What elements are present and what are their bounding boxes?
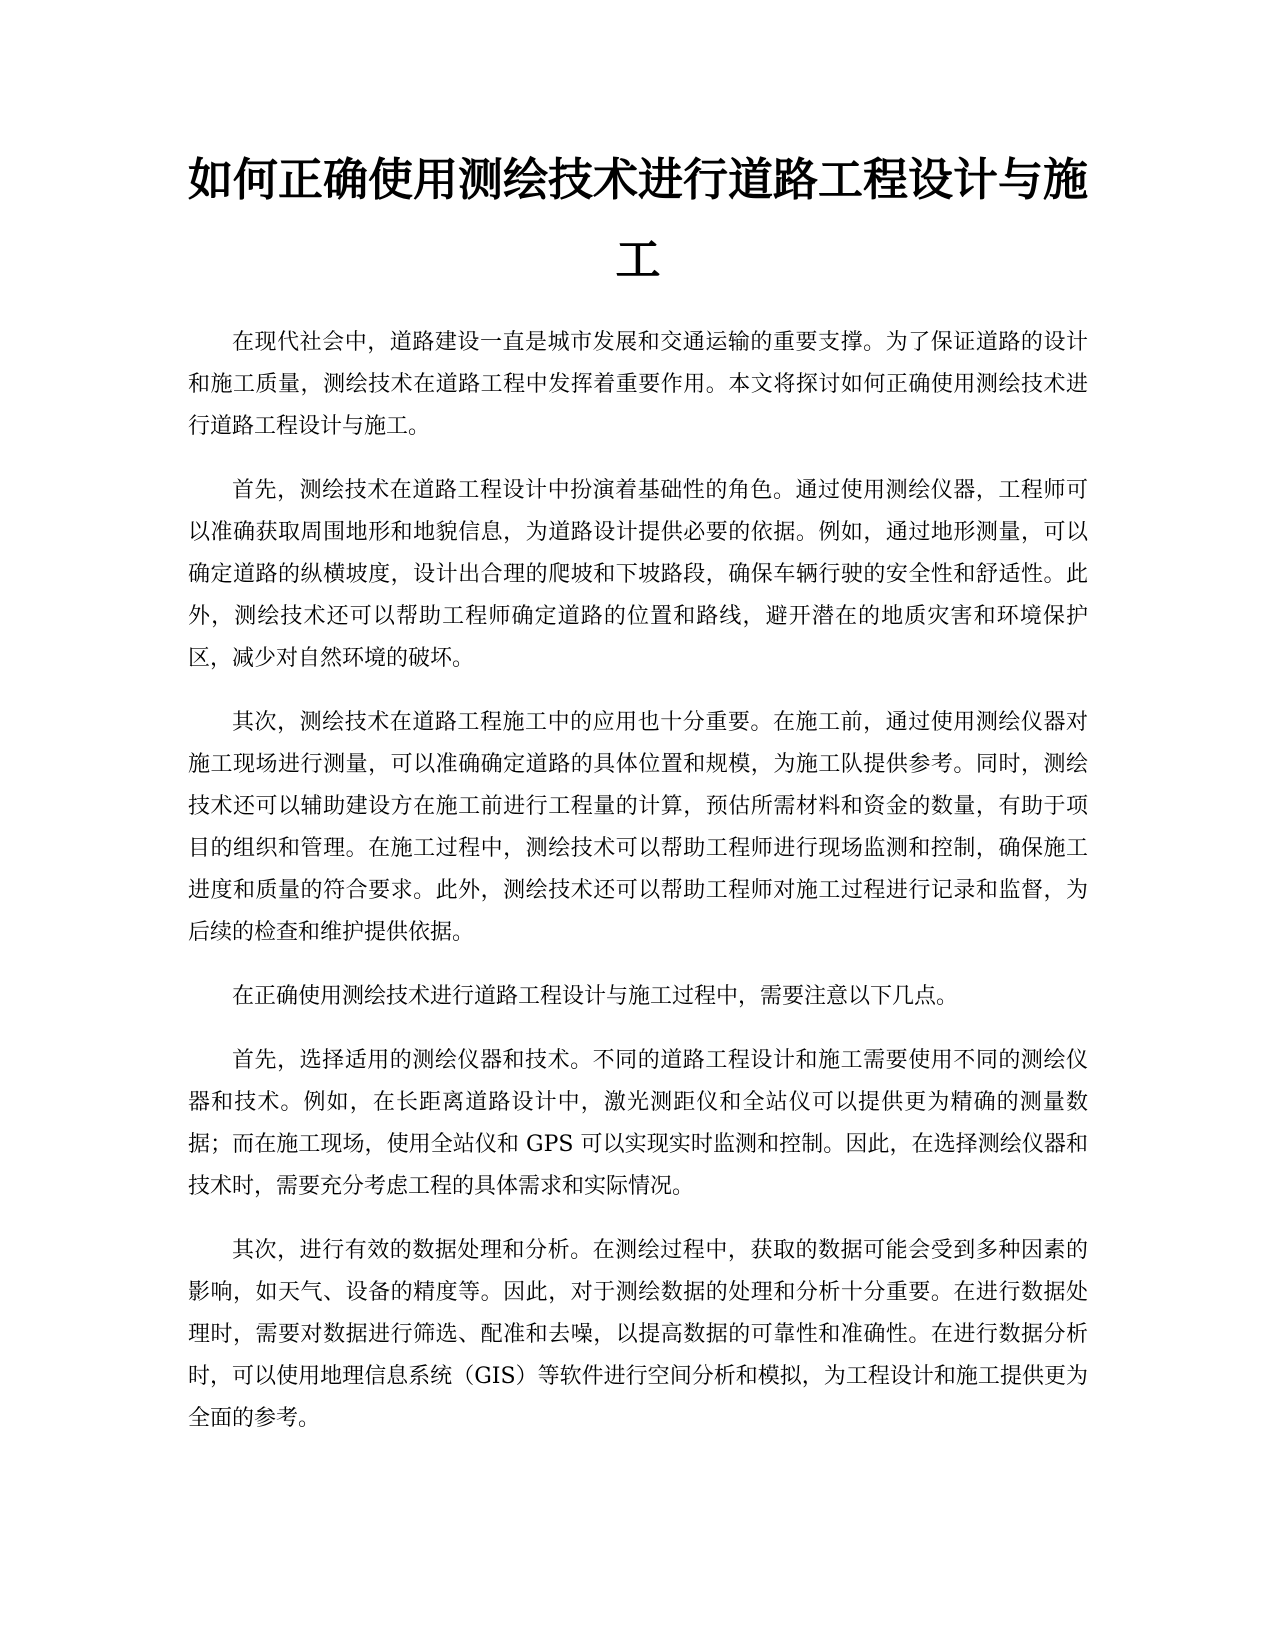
paragraph-notes-intro: 在正确使用测绘技术进行道路工程设计与施工过程中，需要注意以下几点。 xyxy=(232,984,959,1009)
paragraph-design-role: 首先，测绘技术在道路工程设计中扮演着基础性的角色。通过使用测绘仪器，工程师可以准确获取周围地形和地貌信息，为道路设计提供必要的依据。例如，通过地形测量，可以确定道路的纵横坡度，设计出合理的爬坡和下坡路段，确保车辆行驶的安全性和舒适性。此外，测绘技术还可以帮助工程师确定道路的位置和路线，避开潜在的地质灾害和环境保护区，减少对自然环境的破坏。 xyxy=(188,478,1088,671)
paragraph-construction-role: 其次，测绘技术在道路工程施工中的应用也十分重要。在施工前，通过使用测绘仪器对施工现场进行测量，可以准确确定道路的具体位置和规模，为施工队提供参考。同时，测绘技术还可以辅助建设方在施工前进行工程量的计算，预估所需材料和资金的数量，有助于项目的组织和管理。在施工过程中，测绘技术可以帮助工程师进行现场监测和控制，确保施工进度和质量的符合要求。此外，测绘技术还可以帮助工程师对施工过程进行记录和监督，为后续的检查和维护提供依据。 xyxy=(188,710,1088,945)
paragraph-instrument-selection: 首先，选择适用的测绘仪器和技术。不同的道路工程设计和施工需要使用不同的测绘仪器和技术。例如，在长距离道路设计中，激光测距仪和全站仪可以提供更为精确的测量数据；而在施工现场，使用全站仪和 GPS 可以实现实时监测和控制。因此，在选择测绘仪器和技术时，需要充分考虑工程的具体需求和实际情况。 xyxy=(188,1048,1088,1199)
paragraph-intro: 在现代社会中，道路建设一直是城市发展和交通运输的重要支撑。为了保证道路的设计和施工质量，测绘技术在道路工程中发挥着重要作用。本文将探讨如何正确使用测绘技术进行道路工程设计与施工。 xyxy=(188,330,1088,439)
paragraph-data-processing: 其次，进行有效的数据处理和分析。在测绘过程中，获取的数据可能会受到多种因素的影响，如天气、设备的精度等。因此，对于测绘数据的处理和分析十分重要。在进行数据处理时，需要对数据进行筛选、配准和去噪，以提高数据的可靠性和准确性。在进行数据分析时，可以使用地理信息系统（GIS）等软件进行空间分析和模拟，为工程设计和施工提供更为全面的参考。 xyxy=(188,1238,1088,1431)
document-title: 如何正确使用测绘技术进行道路工程设计与施工 xyxy=(188,153,1089,286)
document-body xyxy=(188,140,1088,1462)
